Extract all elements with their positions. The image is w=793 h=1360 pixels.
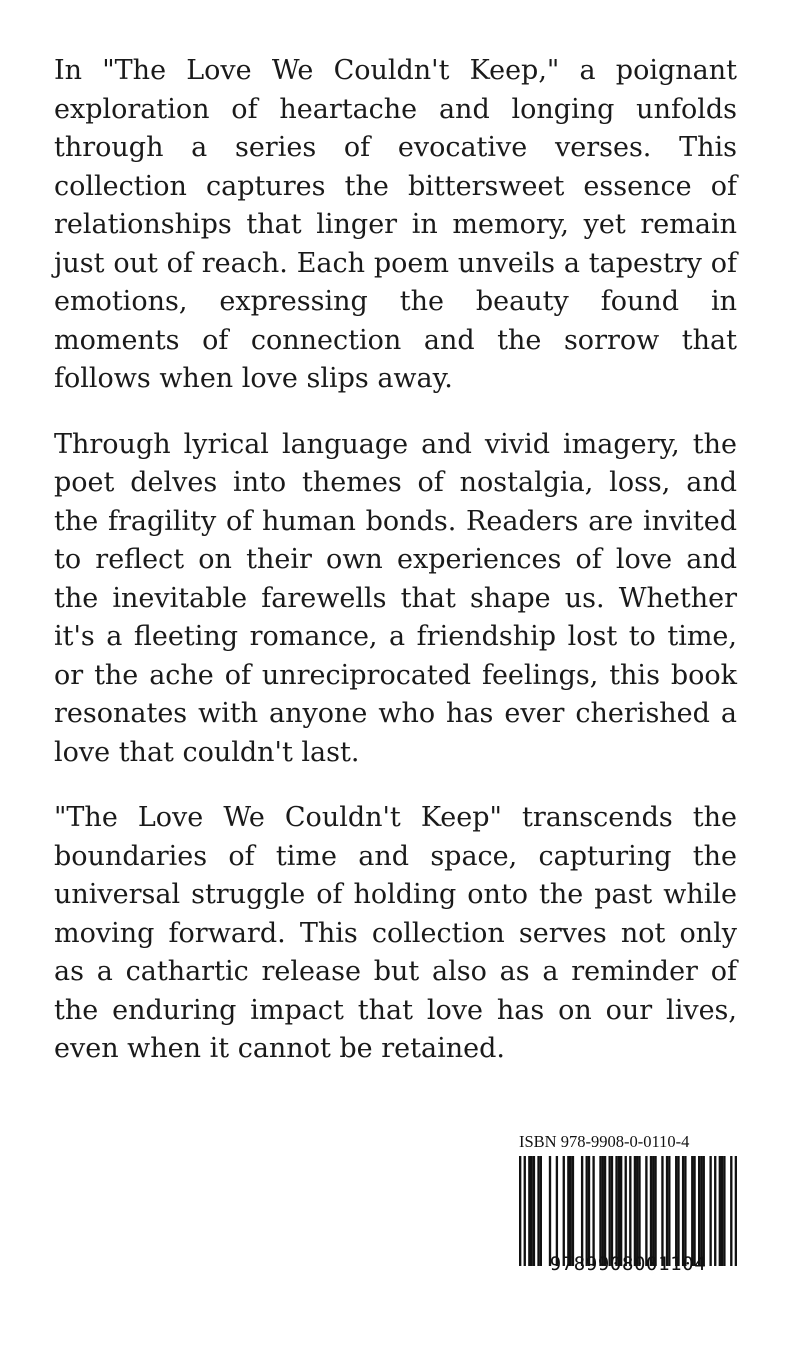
barcode-bar bbox=[528, 1156, 530, 1266]
barcode-bar bbox=[700, 1156, 702, 1266]
barcode-bar bbox=[569, 1156, 571, 1266]
barcode-bar bbox=[723, 1156, 725, 1266]
barcode-bar bbox=[703, 1156, 705, 1266]
barcode-bar bbox=[572, 1156, 574, 1266]
barcode-bar bbox=[625, 1156, 627, 1266]
ean-digits: 9789908001104 bbox=[549, 1253, 707, 1275]
barcode-bar bbox=[588, 1156, 590, 1266]
barcode-bar bbox=[714, 1156, 716, 1266]
barcode-bar bbox=[530, 1156, 532, 1266]
barcode-bar bbox=[556, 1156, 558, 1266]
barcode-bar bbox=[519, 1156, 521, 1266]
barcode-bar bbox=[620, 1156, 622, 1266]
barcode-bar bbox=[524, 1156, 526, 1266]
barcode-bars bbox=[519, 1156, 737, 1266]
barcode-bar bbox=[615, 1156, 617, 1266]
barcode-bar bbox=[666, 1156, 668, 1266]
barcode-bar bbox=[638, 1156, 640, 1266]
barcode-bar bbox=[629, 1156, 631, 1266]
barcode-bar bbox=[540, 1156, 542, 1266]
barcode-bar bbox=[721, 1156, 723, 1266]
barcode-bar bbox=[654, 1156, 656, 1266]
barcode-bar bbox=[668, 1156, 670, 1266]
barcode-bar bbox=[691, 1156, 693, 1266]
book-description bbox=[54, 52, 737, 1096]
barcode-bar bbox=[563, 1156, 565, 1266]
barcode-bar bbox=[604, 1156, 606, 1266]
barcode-bar bbox=[677, 1156, 679, 1266]
description-paragraph-3: "The Love We Couldn't Keep" transcends the boundaries of time and space, capturing the universal struggle of holding onto the past while moving forward. This collection serves not only as a cathartic release but also as a reminder of the enduring impact that love has on our lives, even when it cannot be retained. bbox=[54, 802, 737, 1064]
barcode-bar bbox=[636, 1156, 638, 1266]
barcode-bar bbox=[730, 1156, 732, 1266]
barcode-bar bbox=[634, 1156, 636, 1266]
barcode-bar bbox=[608, 1156, 610, 1266]
barcode-bar bbox=[661, 1156, 663, 1266]
barcode-bar bbox=[698, 1156, 700, 1266]
barcode-bar bbox=[719, 1156, 721, 1266]
barcode-bar bbox=[599, 1156, 601, 1266]
barcode-bar bbox=[611, 1156, 613, 1266]
barcode-bar bbox=[709, 1156, 711, 1266]
isbn-label: ISBN 978-9908-0-0110-4 bbox=[519, 1132, 690, 1151]
barcode-bar bbox=[602, 1156, 604, 1266]
barcode-bar bbox=[592, 1156, 594, 1266]
barcode-bar bbox=[645, 1156, 647, 1266]
description-paragraph-1: In "The Love We Couldn't Keep," a poignant exploration of heartache and longing unfolds through a series of evocative verses. This collection captures the bittersweet essence of relationships that linger in memory, yet remain just out of reach. Each poem unveils a tapestry of emotions, expressing the beauty found in moments of connection and the sorrow that follows when love slips away. bbox=[54, 55, 737, 394]
barcode-bar bbox=[735, 1156, 737, 1266]
barcode-bar bbox=[693, 1156, 695, 1266]
barcode-bar bbox=[549, 1156, 551, 1266]
barcode-bar bbox=[537, 1156, 539, 1266]
barcode-bar bbox=[652, 1156, 654, 1266]
description-paragraph-2: Through lyrical language and vivid imagery, the poet delves into themes of nostalgia, loss, and the fragility of human bonds. Readers are invited to reflect on their own experiences of love and the inevitable farewells that shape us. Whether it's a fleeting romance, a friendship lost to time, or the ache of unreciprocated feelings, this book resonates with anyone who has ever cherished a love that couldn't last. bbox=[54, 428, 737, 768]
barcode-bar bbox=[682, 1156, 684, 1266]
barcode-bar bbox=[586, 1156, 588, 1266]
barcode-bar bbox=[567, 1156, 569, 1266]
barcode-bar bbox=[684, 1156, 686, 1266]
barcode-bar bbox=[533, 1156, 535, 1266]
barcode-bar bbox=[581, 1156, 583, 1266]
barcode-bar bbox=[618, 1156, 620, 1266]
barcode-bar bbox=[650, 1156, 652, 1266]
barcode-bar bbox=[675, 1156, 677, 1266]
